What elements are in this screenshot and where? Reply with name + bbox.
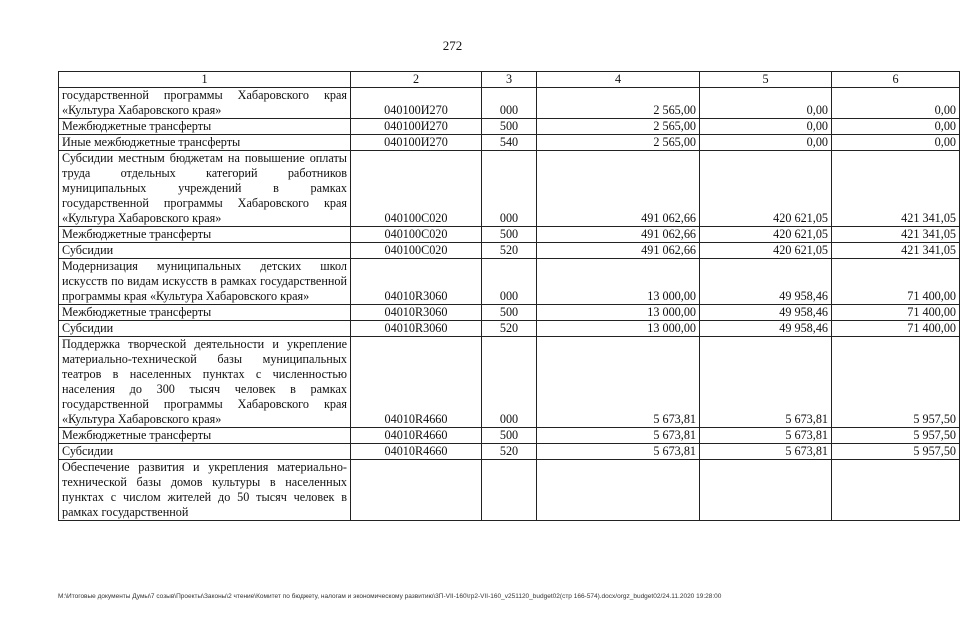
row-name: Субсидии местным бюджетам на повышение оплаты труда отдельных категорий работников муниципальных учреждений в рамках государственной программы Хабаровского края «Культура Хабаровского края» <box>59 151 351 227</box>
table-row <box>59 227 960 243</box>
header-col-6: 6 <box>832 72 960 88</box>
row-name: Обеспечение развития и укрепления материально-технической базы домов культуры в населенных пунктах с числом жителей до 50 тысяч человек в рамках государственной <box>59 460 351 521</box>
row-value-col6: 0,00 <box>832 119 960 135</box>
page-number: 272 <box>442 38 463 53</box>
row-code: 040100И270 <box>351 119 482 135</box>
row-kvr: 520 <box>482 444 537 460</box>
row-code: 04010R3060 <box>351 321 482 337</box>
table-row <box>59 119 960 135</box>
row-value-col4: 5 673,81 <box>537 428 700 444</box>
row-name: Межбюджетные трансферты <box>59 227 351 243</box>
row-value-col6: 421 341,05 <box>832 227 960 243</box>
row-code <box>351 460 482 521</box>
header-row <box>59 72 960 88</box>
row-value-col4: 491 062,66 <box>537 227 700 243</box>
header-col-4: 4 <box>537 72 700 88</box>
row-value-col6: 421 341,05 <box>832 151 960 227</box>
row-name: Модернизация муниципальных детских школ искусств по видам искусств в рамках государственной программы края «Культура Хабаровского края» <box>59 259 351 305</box>
row-value-col5: 0,00 <box>700 88 832 119</box>
header-col-5: 5 <box>700 72 832 88</box>
row-value-col5: 420 621,05 <box>700 151 832 227</box>
row-value-col5: 49 958,46 <box>700 305 832 321</box>
table-row <box>59 321 960 337</box>
row-value-col4: 491 062,66 <box>537 151 700 227</box>
row-code: 04010R3060 <box>351 259 482 305</box>
row-value-col4: 2 565,00 <box>537 88 700 119</box>
table-row <box>59 151 960 227</box>
row-kvr: 520 <box>482 321 537 337</box>
row-value-col5 <box>700 460 832 521</box>
row-name: государственной программы Хабаровского края «Культура Хабаровского края» <box>59 88 351 119</box>
row-value-col4: 13 000,00 <box>537 259 700 305</box>
row-code: 040100С020 <box>351 243 482 259</box>
row-value-col4: 2 565,00 <box>537 135 700 151</box>
table-row <box>59 460 960 521</box>
row-kvr: 500 <box>482 227 537 243</box>
header-col-3: 3 <box>482 72 537 88</box>
row-value-col6: 5 957,50 <box>832 428 960 444</box>
table-row <box>59 444 960 460</box>
row-kvr: 000 <box>482 151 537 227</box>
table-row <box>59 337 960 428</box>
row-kvr: 000 <box>482 337 537 428</box>
row-value-col6: 71 400,00 <box>832 321 960 337</box>
row-kvr: 000 <box>482 88 537 119</box>
row-value-col6 <box>832 460 960 521</box>
budget-table-body <box>59 88 960 521</box>
row-name: Поддержка творческой деятельности и укрепление материально-технической базы муниципальных театров в населенных пунктах с численностью населения до 300 тысяч человек в рамках государственной программы Хабаровского края «Культура Хабаровского края» <box>59 337 351 428</box>
table-row <box>59 305 960 321</box>
row-value-col4 <box>537 460 700 521</box>
row-name: Субсидии <box>59 321 351 337</box>
header-col-1: 1 <box>59 72 351 88</box>
table-row <box>59 243 960 259</box>
row-value-col6: 0,00 <box>832 135 960 151</box>
row-value-col4: 491 062,66 <box>537 243 700 259</box>
row-value-col4: 5 673,81 <box>537 337 700 428</box>
row-value-col4: 2 565,00 <box>537 119 700 135</box>
row-value-col5: 5 673,81 <box>700 444 832 460</box>
row-value-col6: 71 400,00 <box>832 259 960 305</box>
table-row <box>59 135 960 151</box>
row-kvr: 500 <box>482 428 537 444</box>
row-code: 04010R4660 <box>351 428 482 444</box>
row-code: 040100И270 <box>351 88 482 119</box>
row-kvr: 500 <box>482 305 537 321</box>
row-code: 04010R4660 <box>351 337 482 428</box>
row-code: 04010R3060 <box>351 305 482 321</box>
row-code: 040100И270 <box>351 135 482 151</box>
row-name: Межбюджетные трансферты <box>59 305 351 321</box>
row-value-col5: 0,00 <box>700 119 832 135</box>
row-name: Субсидии <box>59 444 351 460</box>
row-name: Межбюджетные трансферты <box>59 428 351 444</box>
row-kvr: 520 <box>482 243 537 259</box>
row-value-col5: 5 673,81 <box>700 337 832 428</box>
row-value-col5: 49 958,46 <box>700 259 832 305</box>
row-value-col6: 421 341,05 <box>832 243 960 259</box>
row-value-col6: 5 957,50 <box>832 444 960 460</box>
row-value-col5: 0,00 <box>700 135 832 151</box>
row-value-col5: 420 621,05 <box>700 227 832 243</box>
row-value-col6: 0,00 <box>832 88 960 119</box>
budget-table <box>58 71 960 521</box>
row-value-col6: 71 400,00 <box>832 305 960 321</box>
row-name: Субсидии <box>59 243 351 259</box>
header-col-2: 2 <box>351 72 482 88</box>
table-row <box>59 88 960 119</box>
row-code: 040100С020 <box>351 151 482 227</box>
row-name: Иные межбюджетные трансферты <box>59 135 351 151</box>
row-code: 04010R4660 <box>351 444 482 460</box>
row-kvr: 540 <box>482 135 537 151</box>
row-value-col4: 5 673,81 <box>537 444 700 460</box>
row-value-col5: 5 673,81 <box>700 428 832 444</box>
row-name: Межбюджетные трансферты <box>59 119 351 135</box>
row-kvr: 000 <box>482 259 537 305</box>
table-row <box>59 259 960 305</box>
row-value-col4: 13 000,00 <box>537 305 700 321</box>
table-row <box>59 428 960 444</box>
row-value-col4: 13 000,00 <box>537 321 700 337</box>
row-value-col5: 49 958,46 <box>700 321 832 337</box>
row-kvr <box>482 460 537 521</box>
row-kvr: 500 <box>482 119 537 135</box>
row-code: 040100С020 <box>351 227 482 243</box>
row-value-col6: 5 957,50 <box>832 337 960 428</box>
file-path-footer: M:\Итоговые документы Думы\7 созыв\Проекты\Законы\2 чтение\Комитет по бюджету, налогам и экономическому развитию\3П-VII-160\гр2-VII-160_v251120_budget02(стр 166-574).docx/orgz_budget02/24.11.2020 19:28:00 <box>58 593 722 600</box>
row-value-col5: 420 621,05 <box>700 243 832 259</box>
